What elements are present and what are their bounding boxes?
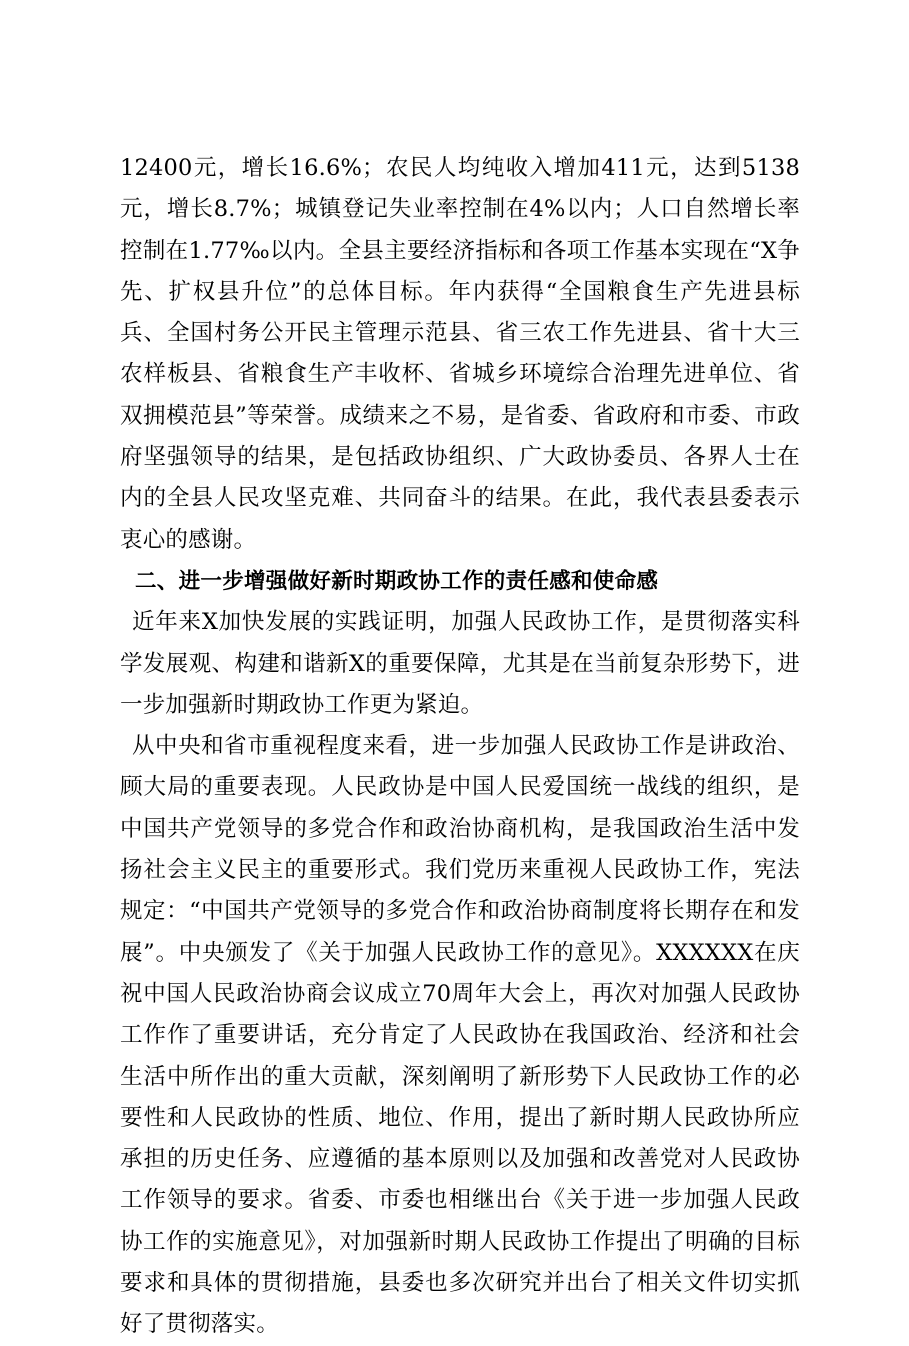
paragraph-achievements: 12400元，增长16.6%；农民人均纯收入增加411元，达到5138元，增长8.7%；城镇登记失业率控制在4%以内；人口自然增长率控制在1.77‰以内。全县主要经济指标和各项工作基本实现在“X争先、扩权县升位”的总体目标。年内获得“全国粮食生产先进县标兵、全国村务公开民主管理示范县、省三农工作先进县、省十大三农样板县、省粮食生产丰收杯、省城乡环境综合治理先进单位、省双拥模范县”等荣誉。成绩来之不易，是省委、省政府和市委、市政府坚强领导的结果，是包括政协组织、广大政协委员、各界人士在内的全县人民攻坚克难、共同奋斗的结果。在此，我代表县委表示衷心的感谢。 [120, 155, 800, 553]
section-heading: 二、进一步增强做好新时期政协工作的责任感和使命感 [135, 568, 659, 594]
paragraph-central-attention: 从中央和省市重视程度来看，进一步加强人民政协工作是讲政治、顾大局的重要表现。人民政协是中国人民爱国统一战线的组织，是中国共产党领导的多党合作和政治协商机构，是我国政治生活中发扬社会主义民主的重要形式。我们党历来重视人民政协工作，宪法规定：“中国共产党领导的多党合作和政治协商制度将长期存在和发展”。中央颁发了《关于加强人民政协工作的意见》。XXXXXX在庆祝中国人民政治协商会议成立70周年大会上，再次对加强人民政协工作作了重要讲话，充分肯定了人民政协在我国政治、经济和社会生活中所作出的重大贡献，深刻阐明了新形势下人民政协工作的必要性和人民政协的性质、地位、作用，提出了新时期人民政协所应承担的历史任务、应遵循的基本原则以及加强和改善党对人民政协工作领导的要求。省委、市委也相继出台《关于进一步加强人民政协工作的实施意见》，对加强新时期人民政协工作提出了明确的目标要求和具体的贯彻措施，县委也多次研究并出台了相关文件切实抓好了贯彻落实。 [120, 733, 800, 1338]
document-body [120, 148, 800, 1346]
paragraph-practice-proof: 近年来X加快发展的实践证明，加强人民政协工作，是贯彻落实科学发展观、构建和谐新X的重要保障，尤其是在当前复杂形势下，进一步加强新时期政协工作更为紧迫。 [120, 609, 800, 718]
